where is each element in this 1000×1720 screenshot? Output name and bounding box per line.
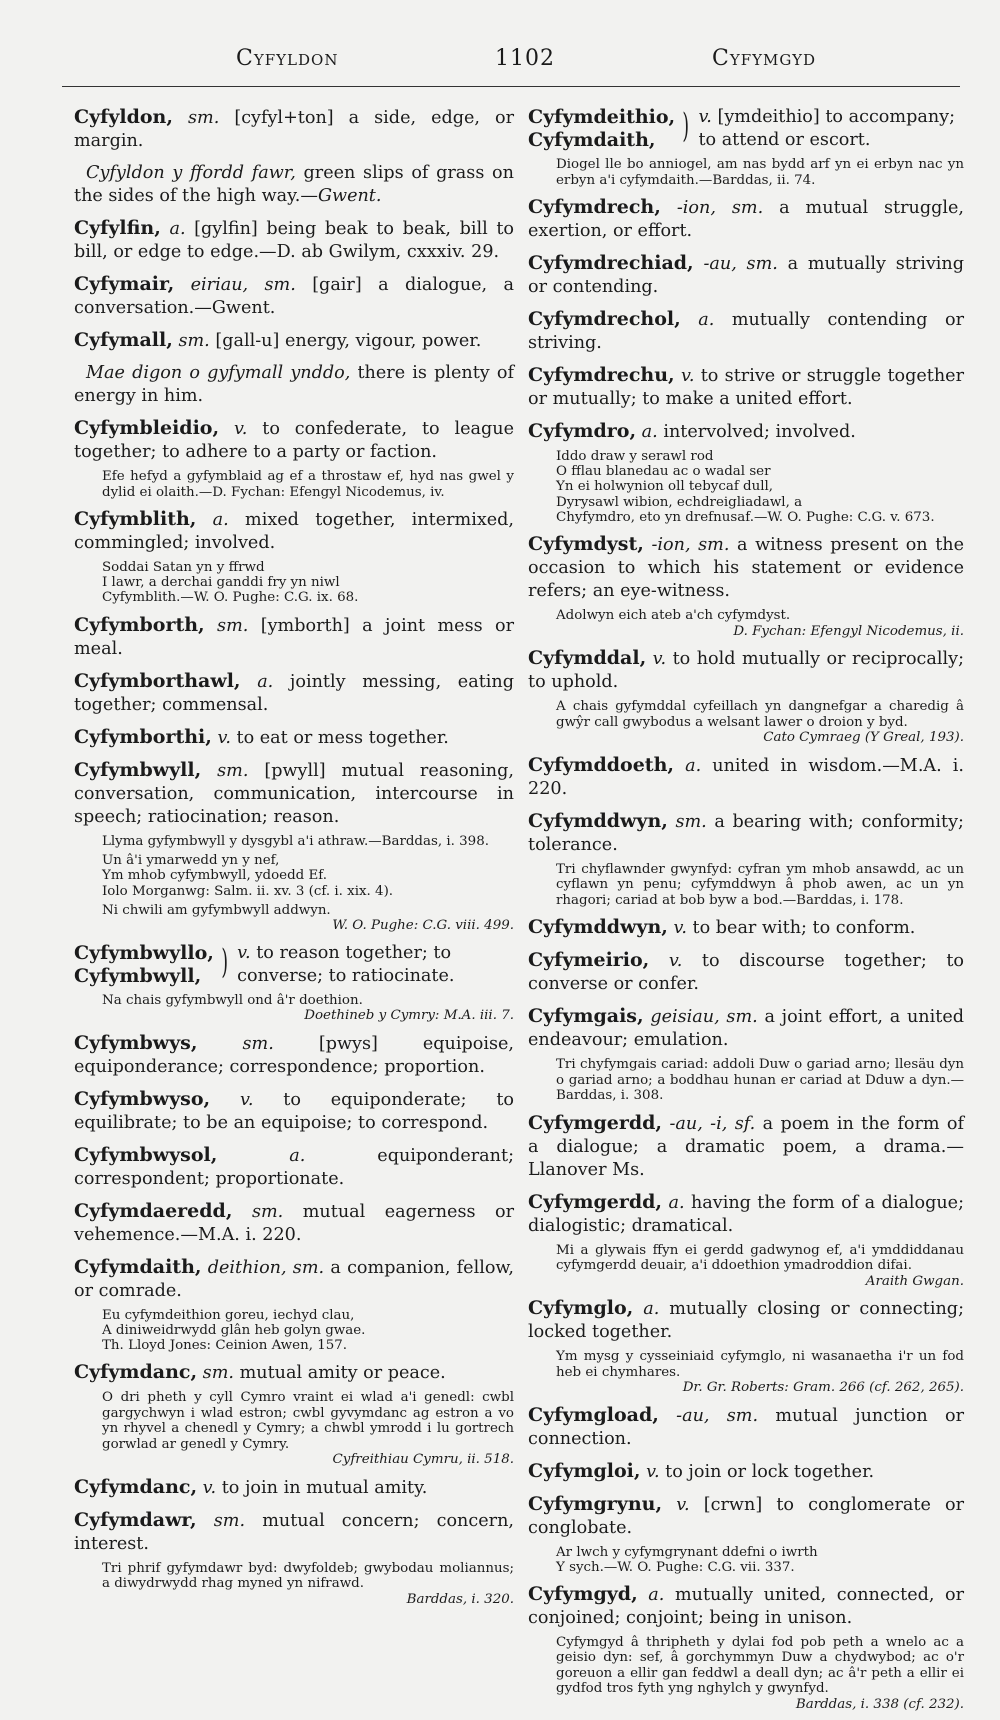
definition: mixed together, intermixed, commingled; involved. (74, 510, 515, 553)
headword: Cyfyldon, (74, 106, 173, 128)
definition: [ymdeithio] to accompany; to attend or escort. (698, 107, 956, 150)
verse-citation (102, 560, 514, 606)
part-of-speech: a. (257, 671, 274, 692)
verse-line: Yn ei holwynion oll tebycaf dull, (556, 479, 774, 495)
part-of-speech: sm. (202, 1363, 234, 1384)
citation-text: A chais gyfymddal cyfeillach yn dangnefgar a charedig â gwŷr call gwybodus a welsant lawer o droion y byd. (556, 699, 964, 730)
verse-line: Chyfymdro, eto yn drefnusaf.—W. O. Pughe: C.G. v. 673. (556, 509, 935, 525)
citation-source: D. Fychan: Efengyl Nicodemus, ii. (733, 623, 964, 639)
definition: mutually closing or connecting; locked together. (528, 1299, 964, 1343)
page-number: 1102 (495, 46, 555, 71)
citation-text: Diogel lle bo anniogel, am nas bydd arf yn ei erbyn nac yn erbyn a'i cyfymdaith.—Barddas, ii. 74. (556, 157, 964, 188)
right-column (528, 106, 964, 1720)
part-of-speech: eiriau, sm. (190, 275, 296, 295)
citation (102, 1561, 514, 1608)
verse-line: Ar lwch y cyfymgrynant ddefni o iwrth (556, 1544, 818, 1560)
part-of-speech: sm. (675, 811, 707, 832)
dictionary-entry (528, 1493, 964, 1540)
dictionary-entry (74, 217, 514, 264)
citation-text: Ym mysg y cysseiniaid cyfymglo, ni wasanaetha i'r un fod heb ei chymhares. (556, 1349, 964, 1380)
definition: to hold mutually or reciprocally; to uphold. (528, 649, 965, 693)
dictionary-entry-pair (528, 106, 964, 152)
citation (556, 699, 964, 746)
definition: to confederate, to league together; to adhere to a party or faction. (74, 419, 515, 462)
headword: Cyfymgerdd, (528, 1111, 663, 1134)
dictionary-entry (74, 417, 514, 464)
definition: mutually united, connected, or conjoined; conjoint; being in unison. (528, 1584, 965, 1628)
definition: [cyfyl+ton] a side, edge, or margin. (74, 108, 515, 151)
definition: to join in mutual amity. (221, 1477, 428, 1498)
part-of-speech: sm. (217, 760, 249, 781)
headword: Cyfymdanc, (74, 1361, 198, 1384)
dictionary-entry (74, 1200, 514, 1247)
dictionary-entry (528, 1005, 964, 1052)
headword: Cyfymddoeth, (528, 753, 675, 776)
definition: a joint effort, a united endeavour; emulation. (528, 1007, 964, 1051)
part-of-speech: a. (648, 1584, 665, 1605)
headword: Cyfymeirio, (528, 949, 650, 972)
headword: Cyfymgais, (528, 1005, 644, 1028)
part-of-speech: sm. (188, 108, 220, 128)
headword: Cyfymdanc, (74, 1475, 198, 1498)
citation-source: W. O. Pughe: C.G. viii. 499. (332, 918, 514, 934)
verse-citation (556, 1545, 964, 1575)
part-of-speech: a. (289, 1145, 306, 1166)
definition: to strive or struggle together or mutually; to make a united effort. (528, 366, 965, 409)
dictionary-entry (528, 1297, 964, 1344)
part-of-speech: sm. (242, 1033, 274, 1054)
example-phrase: Mae digon o gyfymall ynddo, (86, 363, 351, 383)
part-of-speech: v. (668, 951, 683, 972)
citation-text: Mi a glywais ffyn ei gerdd gadwynog ef, a'i ymddiddanau cyfymgerdd deuair, a'i ddoethion ymadroddion difai. (556, 1242, 964, 1274)
citation (102, 993, 514, 1024)
headword: Cyfymgrynu, (528, 1492, 663, 1515)
verse-citation (102, 1308, 514, 1354)
citation (102, 903, 514, 934)
dictionary-entry (74, 670, 514, 717)
verse-citation (556, 449, 964, 525)
citation (556, 862, 964, 909)
definition: to equiponderate; to equilibrate; to be an equipoise; to correspond. (74, 1089, 515, 1133)
definition: mutual eagerness or vehemence.—M.A. i. 220. (74, 1201, 515, 1245)
verse-line: Iddo draw y serawl rod (556, 449, 714, 464)
citation-text: Tri chyflawnder gwynfyd: cyfran ym mhob ansawdd, ac un cyflawn yn penu; cyfymddwyn â phob awen, ac un yn rhagori; cariad at bob byw a bod.—Barddas, i. 178. (556, 861, 964, 908)
headword: Cyfymdyst, (528, 533, 644, 556)
citation (102, 469, 514, 500)
headword: Cyfymdrechu, (528, 364, 675, 386)
dictionary-entry (74, 1509, 514, 1556)
verse-line: Soddai Satan yn y ffrwd (102, 560, 265, 575)
headword: Cyfymdrechol, (528, 308, 681, 330)
headword: Cyfymbwysol, (74, 1143, 218, 1166)
definition-block (237, 942, 514, 988)
part-of-speech: geisiau, sm. (650, 1007, 758, 1028)
dictionary-entry (528, 810, 964, 857)
usage-example (74, 362, 514, 408)
example-phrase: Cyfyldon y ffordd fawr, (86, 163, 296, 183)
headword: Cyfymdaith, (74, 1255, 202, 1278)
dictionary-entry (74, 726, 514, 750)
dictionary-entry (528, 1404, 964, 1451)
dictionary-entry (74, 759, 514, 829)
headword: Cyfymdaith, (528, 129, 656, 151)
citation-text: O dri pheth y cyll Cymro vraint ei wlad a'i genedl: cwbl gargychwyn i wlad estron; cwbl gyvymdanc ag estron a vo yn rhyvel a chenedl y Cymry; a chwbl ymrodd i lu gortrech gorwlad ar genedl y Cymry. (102, 1390, 514, 1452)
part-of-speech: v. (239, 1089, 254, 1110)
citation (556, 157, 964, 188)
part-of-speech: v. (698, 107, 712, 127)
part-of-speech: a. (641, 422, 658, 442)
headword: Cyfymbwyll, (74, 758, 202, 781)
usage-example (74, 162, 514, 208)
definition: mutual amity or peace. (239, 1363, 446, 1384)
citation-source: Barddas, i. 338 (cf. 232). (795, 1696, 964, 1712)
headword: Cyfymgload, (528, 1403, 659, 1426)
citation-source: Araith Gwgan. (865, 1273, 964, 1289)
headword: Cyfymgyd, (528, 1582, 638, 1605)
part-of-speech: -au, -i, sf. (669, 1113, 756, 1134)
part-of-speech: sm. (213, 1510, 246, 1531)
definition: a companion, fellow, or comrade. (74, 1257, 514, 1301)
definition: [gall-u] energy, vigour, power. (215, 331, 482, 351)
definition: to discourse together; to converse or confer. (528, 951, 965, 995)
definition: mutual junction or connection. (528, 1405, 964, 1449)
dictionary-entry (74, 508, 514, 555)
verse-citation (102, 853, 514, 899)
part-of-speech: -au, sm. (703, 254, 778, 274)
headword: Cyfymall, (74, 329, 173, 351)
dictionary-entry (74, 614, 514, 661)
headword: Cyfymbwyll, (74, 964, 202, 987)
part-of-speech: v. (646, 1461, 660, 1482)
definition: to join or lock together. (665, 1461, 875, 1482)
running-head (0, 46, 1000, 86)
example-gloss: there is plenty of energy in him. (74, 363, 514, 406)
headword: Cyfymddwyn, (528, 916, 668, 939)
part-of-speech: sm. (178, 331, 210, 351)
part-of-speech: v. (676, 1494, 690, 1515)
definition: [ymborth] a joint mess or meal. (74, 615, 515, 659)
part-of-speech: v. (233, 419, 248, 439)
verse-line: Ym mhob cyfymbwyll, ydoedd Ef. (102, 868, 327, 884)
citation-source: Dr. Gr. Roberts: Gram. 266 (cf. 262, 265). (682, 1380, 964, 1396)
citation-source: Doethineb y Cymry: M.A. iii. 7. (304, 1008, 514, 1024)
dictionary-entry (528, 1460, 964, 1484)
part-of-speech: v. (673, 918, 687, 939)
headword: Cyfymbwyso, (74, 1087, 211, 1110)
part-of-speech: v. (217, 727, 231, 748)
headword: Cyfymgloi, (528, 1459, 641, 1482)
left-column (74, 106, 514, 1615)
dictionary-entry (74, 1361, 514, 1385)
headword: Cyfymdro, (528, 420, 637, 442)
verse-line: Eu cyfymdeithion goreu, iechyd clau, (102, 1307, 355, 1323)
definition: jointly messing, eating together; commensal. (74, 671, 514, 715)
verse-line: O fflau blanedau ac o wadal ser (556, 464, 771, 480)
headword: Cyfymbwys, (74, 1031, 198, 1054)
dictionary-entry (528, 1583, 964, 1630)
dictionary-entry (74, 329, 514, 353)
dictionary-entry (528, 1191, 964, 1238)
definition: equiponderant; correspondent; proportionate. (74, 1145, 515, 1189)
brace-mark: ) (221, 941, 228, 982)
verse-line: I lawr, a derchai ganddi fry yn niwl (102, 575, 340, 591)
dictionary-entry (74, 106, 514, 153)
part-of-speech: sm. (217, 615, 249, 636)
headword: Cyfymbleidio, (74, 417, 220, 439)
headword: Cyfymdrech, (528, 196, 661, 218)
citation (556, 1349, 964, 1396)
definition: mutually contending or striving. (528, 310, 965, 353)
part-of-speech: v. (680, 366, 695, 386)
headword: Cyfymborth, (74, 613, 205, 636)
dictionary-entry (528, 364, 964, 411)
citation-source: Cato Cymraeg (Y Greal, 193). (763, 730, 964, 746)
headword: Cyfymdrechiad, (528, 252, 694, 274)
dictionary-entry (74, 1144, 514, 1191)
part-of-speech: -ion, sm. (676, 198, 764, 218)
headword: Cyfymgerdd, (528, 1190, 663, 1213)
dictionary-entry (74, 1476, 514, 1500)
headword: Cyfymborthawl, (74, 669, 241, 692)
definition: [pwys] equipoise, equiponderance; correspondence; proportion. (74, 1033, 515, 1077)
verse-line: Dyrysawl wibion, echdreigliadawl, a (556, 494, 803, 510)
dictionary-entry (528, 949, 964, 996)
citation (556, 1635, 964, 1713)
definition: a mutually striving or contending. (528, 254, 964, 297)
part-of-speech: a. (698, 310, 715, 330)
dictionary-entry (528, 533, 964, 603)
headword-pair (528, 106, 675, 152)
headword: Cyfymbwyllo, (74, 941, 214, 964)
citation-text: Na chais gyfymbwyll ond â'r doethion. (102, 992, 363, 1008)
dictionary-entry (528, 647, 964, 694)
right-guide-word: Cyfymgyd (712, 46, 817, 71)
definition: a witness present on the occasion to which his statement or evidence refers; an eye-witness. (528, 535, 965, 602)
verse-line: Y sych.—W. O. Pughe: C.G. vii. 337. (556, 1559, 795, 1575)
citation (102, 834, 514, 850)
dictionary-entry (74, 1256, 514, 1303)
citation-text: Tri chyfymgais cariad: addoli Duw o gariad arno; llesäu dyn o gariad arno; a boddhau hunan er cariad at Dduw a dyn.—Barddas, i. 308. (556, 1057, 964, 1104)
brace-mark: ) (682, 106, 690, 146)
citation-text: Llyma gyfymbwyll y dysgybl a'i athraw.—Barddas, i. 398. (102, 833, 489, 849)
verse-line: Un â'i ymarwedd yn y nef, (102, 853, 280, 869)
definition: mutual concern; concern, interest. (74, 1510, 514, 1554)
headword: Cyfymddal, (528, 647, 647, 670)
verse-line: Th. Lloyd Jones: Ceinion Awen, 157. (102, 1338, 348, 1354)
dictionary-entry (528, 308, 964, 355)
definition: [crwn] to conglomerate or conglobate. (528, 1494, 964, 1538)
definition: a poem in the form of a dialogue; a dramatic poem, a drama.—Llanover Ms. (528, 1113, 965, 1180)
headword: Cyfymblith, (74, 508, 197, 530)
part-of-speech: deithion, sm. (207, 1257, 325, 1278)
citation-text: Adolwyn eich ateb a'ch cyfymdyst. (556, 608, 791, 624)
headword: Cyfymair, (74, 273, 175, 295)
citation (556, 1057, 964, 1104)
part-of-speech: v. (237, 942, 251, 963)
definition: a bearing with; conformity; tolerance. (528, 811, 964, 855)
part-of-speech: v. (652, 649, 667, 670)
dictionary-entry (528, 916, 964, 940)
headword: Cyfylfin, (74, 217, 161, 239)
part-of-speech: -au, sm. (676, 1405, 759, 1426)
definition: [pwyll] mutual reasoning, conversation, communication, intercourse in speech; ratiocination; reason. (74, 760, 514, 827)
definition: united in wisdom.—M.A. i. 220. (528, 755, 964, 799)
headword: Cyfymglo, (528, 1297, 634, 1320)
verse-line: Cyfymblith.—W. O. Pughe: C.G. ix. 68. (102, 590, 359, 606)
dictionary-entry (74, 1032, 514, 1079)
dictionary-entry (74, 1088, 514, 1135)
headword: Cyfymdaeredd, (74, 1199, 233, 1222)
definition: [gair] a dialogue, a conversation.—Gwent. (74, 275, 514, 318)
headword: Cyfymdeithio, (528, 106, 676, 128)
citation-source: Cyfreithiau Cymru, ii. 518. (332, 1452, 514, 1468)
verse-line: A diniweidrwydd glân heb golyn gwae. (102, 1322, 366, 1338)
definition: [gylfin] being beak to beak, bill to bill, or edge to edge.—D. ab Gwilym, cxxxiv. 29. (74, 219, 514, 262)
definition: a mutual struggle, exertion, or effort. (528, 198, 965, 241)
part-of-speech: a. (685, 755, 702, 776)
citation (556, 1243, 964, 1290)
headword-pair (74, 942, 214, 988)
example-source: Gwent. (317, 186, 382, 206)
part-of-speech: sm. (251, 1201, 284, 1222)
part-of-speech: a. (212, 510, 229, 530)
header-rule (62, 86, 960, 87)
citation-source: Barddas, i. 320. (406, 1591, 514, 1607)
verse-line: Iolo Morganwg: Salm. ii. xv. 3 (cf. i. xix. 4). (102, 883, 394, 899)
citation-text: Tri phrif gyfymdawr byd: dwyfoldeb; gwybodau moliannus; a diwydrwydd rhag myned yn nifrawd. (102, 1560, 514, 1592)
definition: intervolved; involved. (663, 422, 856, 442)
definition: to reason together; to converse; to ratiocinate. (237, 942, 455, 986)
citation-text: Cyfymgyd â thripheth y dylai fod pob peth a wnelo ac a geisio dyn: sef, â gorchymmyn Duw a chydwybod; ac o'r goreuon a ellir gan feddwl a deall dyn; ac â'r peth a ellir ei gydfod tros fyth yng nghylch y gwynfyd. (556, 1634, 964, 1697)
dictionary-entry (528, 754, 964, 801)
dictionary-entry (528, 420, 964, 444)
citation (556, 608, 964, 639)
definition: to eat or mess together. (236, 727, 449, 748)
dictionary-entry (528, 196, 964, 243)
dictionary-entry-pair (74, 942, 514, 988)
dictionary-entry (528, 1112, 964, 1182)
definition: to bear with; to conform. (692, 918, 916, 939)
headword: Cyfymddwyn, (528, 809, 668, 832)
part-of-speech: v. (202, 1477, 217, 1498)
part-of-speech: a. (643, 1299, 660, 1320)
dictionary-entry (74, 273, 514, 320)
part-of-speech: a. (169, 219, 186, 239)
headword: Cyfymdawr, (74, 1508, 197, 1531)
definition: having the form of a dialogue; dialogistic; dramatical. (528, 1192, 964, 1236)
citation-text: Efe hefyd a gyfymblaid ag ef a throstaw ef, hyd nas gwel y dylid ei olaith.—D. Fychan: Efengyl Nicodemus, iv. (102, 469, 514, 500)
part-of-speech: -ion, sm. (651, 535, 730, 556)
definition-block (698, 106, 964, 152)
dictionary-entry (528, 252, 964, 299)
part-of-speech: a. (668, 1192, 685, 1213)
example-gloss: green slips of grass on the sides of the high way.— (74, 163, 514, 206)
citation (102, 1390, 514, 1468)
citation-text: Ni chwili am gyfymbwyll addwyn. (102, 902, 331, 918)
headword: Cyfymborthi, (74, 725, 212, 748)
left-guide-word: Cyfyldon (236, 46, 339, 71)
